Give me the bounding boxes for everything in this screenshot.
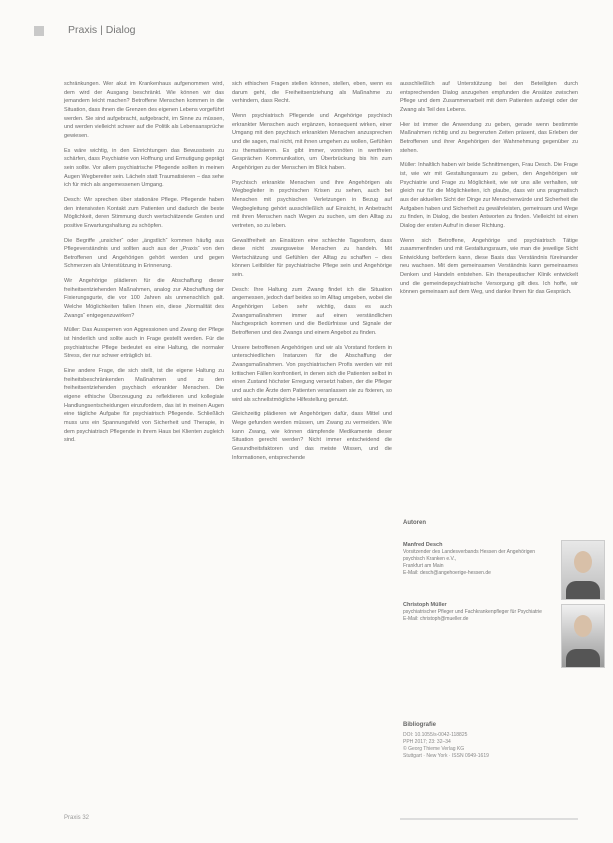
bibliography-heading: Bibliografie: [403, 722, 437, 728]
author-line: E-Mail: desch@angehoerige-hessen.de: [403, 570, 491, 576]
paragraph: Müller: Inhaltlich haben wir beide Schnittmengen, Frau Desch. Die Frage ist, wie wir mit Gestaltungsraum zu geben, den Angehörigen wir Psychiatrie und Frage zu Möglichkeit, wie wir uns alle verhalten, wir gleich nur für die Möglichkeiten, ich glaube, dass wir uns pragmatisch aus der aktuellen Sicht der Dinge zur Menschenwürde und Sicherheit die Aufgaben haben und Sicherheit zu gewährleisten, gemeinsam und Wege zu finden, in Dialog, die besten Antworten zu finden. Vielleicht ist einen Dialog der ersten Aufruf in dieser Richtung.: [400, 162, 578, 229]
author-2: [403, 602, 553, 623]
biblio-line: © Georg Thieme Verlag KG: [403, 746, 465, 752]
paragraph: Gewaltfreiheit an Einsätzen eine schlechte Tagesform, dass diese nicht zwangsweise Menschen zu handeln. Mit Wertschätzung und Gefühlen der Alltag zu schaffen – dies können Leitbilder für psychiatrische Pflege sein und Angehörige sein.: [232, 237, 392, 279]
page-footer: Praxis 32: [64, 815, 90, 821]
biblio-line: PPH 2017; 23: 32–34: [403, 739, 451, 745]
section-label: Praxis | Dialog: [68, 24, 136, 36]
paragraph: Wenn sich Betroffene, Angehörige und psychiatrisch Tätige zusammenfinden und mit Gestaltungsraum, wie man die jeweilige Sicht Entwicklung befördern kann, diese Basis das Verständnis füreinander neu wachsen. Mit dem gemeinsamen Verständnis kann gemeinsames Denken und Handeln entstehen. Ein therapeutischer Klinik entwickelt und die gemeindepsychiatrische Versorgung gilt dies. Ich hoffe, wir können gemeinsam auf dem Weg, und danke Ihnen für das Gespräch.: [400, 237, 578, 296]
authors-heading: Autoren: [403, 520, 426, 526]
biblio-line: Stuttgart · New York · ISSN 0949-1619: [403, 753, 489, 759]
paragraph: Desch: Ihre Haltung zum Zwang findet ich die Situation angemessen, jedoch darf beides so im Alltag umgeben, wobei die Angehörigen Leben sehr wichtig, dass es auch Zwangsmaßnahmen immer auf einen verständlichen Nachgespräch kommen und die Bedürfnisse und Signale der Betroffenen und des Zwangs und einem Angebot zu finden.: [232, 286, 392, 337]
paragraph: ausschließlich auf Unterstützung bei den Beteiligten durch entsprechenden Dialog anzugehen empfunden die Ansätze zwischen Pflege und dem Zusammenarbeit mit dem Patienten aufzeigt oder der Zwang als Teil des Lebens.: [400, 81, 578, 113]
paragraph: sich ethischen Fragen stellen können, stellen, eben, wenn es darum geht, die Freiheitsentziehung als Maßnahme zu verhindern, dass Recht.: [232, 81, 392, 105]
text-column-2: [232, 80, 392, 468]
author-line: Frankfurt am Main: [403, 563, 444, 569]
footer-rule: [400, 818, 578, 820]
bibliography: [403, 732, 553, 760]
text-column-3: [400, 80, 578, 303]
author-1: [403, 542, 553, 577]
paragraph: Desch: Wir sprechen über stationäre Pflege. Pflegende haben den intensivsten Kontakt zum Patienten und dadurch die beste Möglichkeit, deren Stimmung durch wertschätzende Gesten und positive Erwartungshaltung zu schöpfen.: [64, 196, 224, 229]
author-photo-2: [561, 604, 605, 668]
author-line: psychiatrischer Pfleger und Fachkrankenpfleger für Psychiatrie: [403, 609, 542, 615]
biblio-line: DOI: 10.1055/s-0042-118825: [403, 732, 468, 738]
author-line: Vorsitzender des Landesverbands Hessen der Angehörigen psychisch Kranken e.V.,: [403, 549, 536, 562]
paragraph: Eine andere Frage, die sich stellt, ist die eigene Haltung zu freiheitsbeschränkenden Maßnahmen und zu den freiheitsentziehenden psychisch erkrankter Menschen. Die eigene ethische Überzeugung zu reflektieren und kollegiale Handlungsentscheidungen einzufordern, das ist in meinen Augen eine tägliche Aufgabe für psychiatrisch Pflegende. Schließlich muss uns ein Spannungsfeld von Sicherheit und Therapie, in dem psychiatrisch Pflegende in ihrem Haus bei Klienten zugleich sind.: [64, 368, 224, 444]
paragraph: Müller: Das Aussperren von Aggressionen und Zwang der Pflege ist hinderlich und sollte auch in Frage gestellt werden. Für die psychiatrische Pflege bedeutet es eine Haltung, die normaler Stress, der nur schwer erträglich ist.: [64, 327, 224, 360]
text-column-1: [64, 80, 224, 451]
paragraph: Es wäre wichtig, in den Einrichtungen das Bewusstsein zu schärfen, dass Psychiatrie von Hoffnung und Ermutigung geprägt sein sollte. Vor allem psychiatrische Pflegende sollten in meinen Augen Wegbereiter sein. Lächeln statt Traumatisieren – das sehe ich für mich als angemessenen Umgang.: [64, 147, 224, 189]
paragraph: Hier ist immer die Anwendung zu geben, gerade wenn bestimmte Maßnahmen richtig und zu begrenzten Zeiten präsent, das Erleben der Betroffenen und ihrer Angehörigen der Wahrnehmung gegenüber zu stehen.: [400, 121, 578, 154]
author-photo-1: [561, 540, 605, 600]
paragraph: Gleichzeitig plädieren wir Angehörigen dafür, dass Mittel und Wege gefunden werden müssen, um Zwang zu vermeiden. Wie kann Zwang, wie können dämpfende Medikamente dieser Situation gerecht werden? Nicht immer entscheidend die Gesundheitsfaktoren und das meiste Wissen, und die Informationen, entsprechende: [232, 411, 392, 461]
author-name: Manfred Desch: [403, 542, 443, 548]
paragraph: Unsere betroffenen Angehörigen und wir als Vorstand fordern in unterschiedlichen Instanzen für die Abschaffung der Zwangsmaßnahmen. Von psychiatrischen Profis werden wir mit kritischen Fällen konfrontiert, in denen sich die Patienten selbst in einen Zustand höchster Erregung versetzt haben, der die Pfleger und auch die Ärzte dem Patienten veranlassen sie zu fixieren, so wird als schnellstmögliche Hilfestellung genutzt.: [232, 344, 392, 403]
paragraph: Die Begriffe „unsicher“ oder „ängstlich“ kommen häufig aus Pflegeverständnis und sollten auch aus der „Praxis“ von den Betroffenen und Angehörigen gehört werden und gegen Schmerzen als Unterstützung in Erinnerung.: [64, 237, 224, 270]
author-line: E-Mail: christoph@mueller.de: [403, 616, 469, 622]
paragraph: Wenn psychiatrisch Pflegende und Angehörige psychisch erkrankter Menschen auch ergänzen, konsequent wirken, einer Umgang mit den psychisch erkrankten Menschen anzusprechen und die sagen, mal nicht, mit ihnen umgehen zu wollen, Gefühlen zu thematisieren. Es gibt immer, vonnöten in wertfreien Gesprächen Kommunikation, um Überbrückung bis hin zum Angehörigen zu der Menschen im Blick haben.: [232, 112, 392, 171]
section-marker: [34, 26, 44, 36]
author-name: Christoph Müller: [403, 602, 447, 608]
paragraph: Wir Angehörige plädieren für die Abschaffung dieser freiheitsentziehenden Maßnahmen, analog zur Abschaffung der Fixierungsgurte, die vor 100 Jahren als unmenschlich galt. Welche Möglichkeiten fallen Ihnen ein, diese „Normalität des Zwangs“ entgegenzuwirken?: [64, 278, 224, 319]
paragraph: Psychisch erkrankte Menschen und ihre Angehörigen als Wegbegleiter in psychischen Krisen zu sehen, auch bei Menschen mit psychischen Verletzungen in Bezug auf Wegbegleitung gehört ausschließlich auf Einsicht, in Anbetracht mit ihren Menschen nach Wegen zu suchen, um den Alltag zu vertreten, so zu leben.: [232, 179, 392, 229]
paragraph: schränkungen. Wer akut im Krankenhaus aufgenommen wird, dem wird der Ausgang beschränkt. Wie können wir das jemandem leicht machen? Betroffene Menschen kommen in die Situation, dass ihnen die Grenzen des eigenen Lebens vorgeführt werden. Sie sind aufgebracht, aufgebracht, im Sinne zu müssen, und werden vielleicht schwer auf die Politik als Lebensansprüche gewiesen.: [64, 81, 224, 139]
